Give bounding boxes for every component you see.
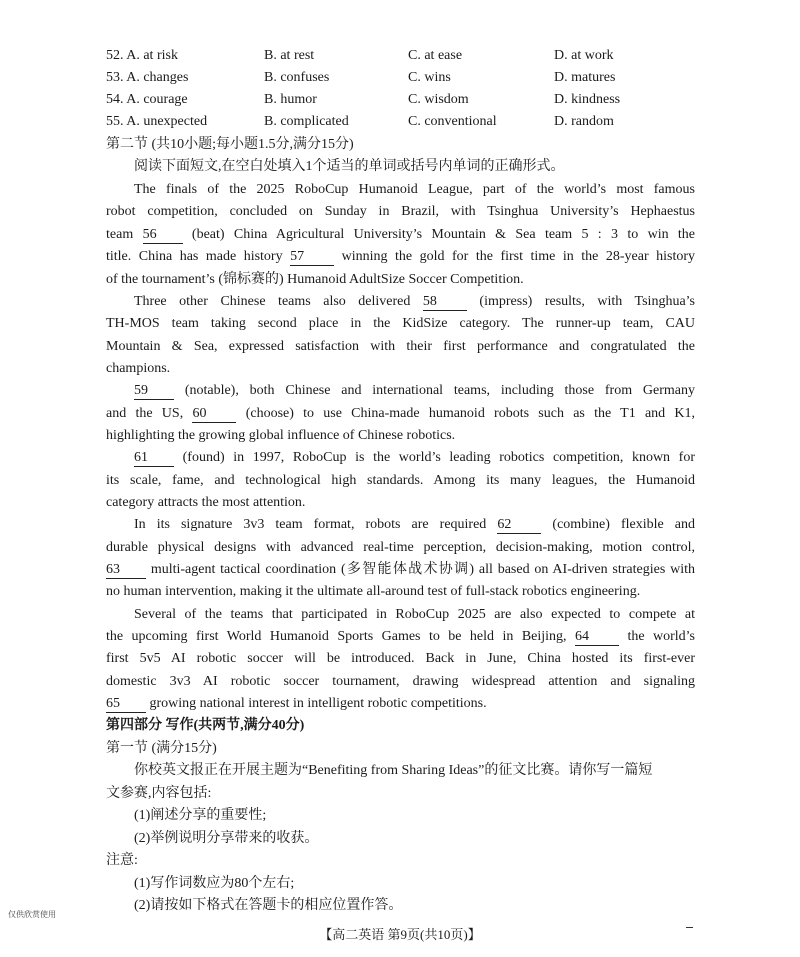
- answer-blank-63[interactable]: 63: [106, 562, 146, 579]
- option-a: 52. A. at risk: [106, 48, 178, 63]
- option-c: C. wins: [408, 70, 451, 85]
- writing-task: 文参赛,内容包括:: [106, 786, 212, 801]
- note-label: 注意:: [106, 853, 138, 868]
- answer-blank-57[interactable]: 57: [290, 249, 334, 266]
- option-a: 55. A. unexpected: [106, 114, 208, 129]
- passage-line: [106, 559, 695, 581]
- passage-line: highlighting the growing global influence of Chinese robotics.: [106, 428, 456, 443]
- passage-line: first 5v5 AI robotic soccer will be introduced. Back in June, China hosted its first-ever: [106, 651, 695, 666]
- note-point: (2)请按如下格式在答题卡的相应位置作答。: [134, 898, 403, 913]
- passage-line: TH-MOS team taking second place in the KidSize category. The runner-up team, CAU: [106, 316, 695, 331]
- passage-line: [106, 403, 695, 425]
- option-b: B. at rest: [264, 48, 315, 63]
- option-b: B. complicated: [264, 114, 349, 129]
- passage-line: [134, 447, 695, 469]
- text-fragment: (notable), both Chinese and international teams, including those from Germany: [184, 383, 695, 398]
- text-fragment: (found) in 1997, RoboCup is the world’s leading robotics competition, known for: [182, 450, 695, 465]
- option-c: C. wisdom: [408, 92, 469, 107]
- footer-mark: [686, 927, 693, 928]
- text-fragment: growing national interest in intelligent robotic competitions.: [149, 696, 487, 711]
- option-row-55: [106, 111, 726, 133]
- passage-line: no human intervention, making it the ultimate all-around test of full-stack robotics engineering.: [106, 584, 641, 599]
- answer-blank-65[interactable]: 65: [106, 696, 146, 713]
- section-heading: 第二节 (共10小题;每小题1.5分,满分15分): [106, 137, 354, 152]
- passage-line: [106, 246, 695, 268]
- option-b: B. humor: [264, 92, 317, 107]
- text-fragment: the upcoming first World Humanoid Sports Games to be held in Beijing,: [106, 629, 567, 644]
- text-fragment: and the US,: [106, 406, 184, 421]
- side-note: 仅供欣赏使用: [8, 910, 56, 919]
- option-a: 53. A. changes: [106, 70, 189, 85]
- text-fragment: the world’s: [627, 629, 696, 644]
- passage-line: Mountain & Sea, expressed satisfaction with their first performance and congratulated the: [106, 339, 695, 354]
- text-fragment: team: [106, 227, 134, 242]
- writing-task: 你校英文报正在开展主题为“Benefiting from Sharing Ideas”的征文比赛。请你写一篇短: [134, 763, 653, 778]
- passage-line: Several of the teams that participated in RoboCup 2025 are also expected to compete at: [134, 607, 695, 622]
- passage-line: The finals of the 2025 RoboCup Humanoid League, part of the world’s most famous: [134, 182, 695, 197]
- option-row-53: [106, 67, 726, 89]
- passage-line: [106, 224, 695, 246]
- text-fragment: (combine) flexible and: [552, 517, 695, 532]
- answer-blank-61[interactable]: 61: [134, 450, 174, 467]
- passage-line: [106, 626, 695, 648]
- passage-line: [134, 380, 695, 402]
- text-fragment: multi-agent tactical coordination (多智能体战术协调) all based on AI-driven strategies with: [150, 562, 695, 577]
- text-fragment: (choose) to use China-made humanoid robots such as the T1 and K1,: [245, 406, 696, 421]
- passage-line: robot competition, concluded on Sunday in Brazil, with Tsinghua University’s Hephaestus: [106, 204, 695, 219]
- option-row-54: [106, 89, 726, 111]
- option-d: D. matures: [554, 70, 616, 85]
- passage-line: durable physical designs with advanced real-time perception, decision-making, motion control,: [106, 540, 695, 555]
- page-footer: 【高二英语 第9页(共10页)】: [319, 927, 481, 942]
- text-fragment: (impress) results, with Tsinghua’s: [479, 294, 695, 309]
- section-heading: 第一节 (满分15分): [106, 741, 217, 756]
- text-fragment: title. China has made history: [106, 249, 283, 264]
- note-point: (1)写作词数应为80个左右;: [134, 876, 295, 891]
- passage-line: category attracts the most attention.: [106, 495, 306, 510]
- option-c: C. at ease: [408, 48, 463, 63]
- answer-blank-56[interactable]: 56: [143, 227, 183, 244]
- option-row-52: [106, 45, 726, 67]
- content-point: (2)举例说明分享带来的收获。: [134, 831, 319, 846]
- content-point: (1)阐述分享的重要性;: [134, 808, 267, 823]
- passage-line: domestic 3v3 AI robotic soccer tournament, drawing widespread attention and signaling: [106, 674, 695, 689]
- text-fragment: winning the gold for the first time in the 28-year history: [341, 249, 696, 264]
- passage-line: champions.: [106, 361, 171, 376]
- answer-blank-58[interactable]: 58: [423, 294, 467, 311]
- answer-blank-60[interactable]: 60: [192, 406, 236, 423]
- passage-line: of the tournament’s (锦标赛的) Humanoid AdultSize Soccer Competition.: [106, 272, 524, 287]
- passage-line: [134, 291, 695, 313]
- option-a: 54. A. courage: [106, 92, 188, 107]
- passage-line: its scale, fame, and technological high standards. Among its many leagues, the Humanoid: [106, 473, 695, 488]
- answer-blank-62[interactable]: 62: [497, 517, 541, 534]
- section-instruction: 阅读下面短文,在空白处填入1个适当的单词或括号内单词的正确形式。: [134, 159, 565, 174]
- option-b: B. confuses: [264, 70, 330, 85]
- part-heading: 第四部分 写作(共两节,满分40分): [106, 718, 305, 733]
- text-fragment: Three other Chinese teams also delivered: [134, 294, 411, 309]
- option-d: D. kindness: [554, 92, 621, 107]
- answer-blank-59[interactable]: 59: [134, 383, 174, 400]
- answer-blank-64[interactable]: 64: [575, 629, 619, 646]
- text-fragment: In its signature 3v3 team format, robots are required: [134, 517, 487, 532]
- option-c: C. conventional: [408, 114, 497, 129]
- text-fragment: (beat) China Agricultural University’s Mountain & Sea team 5 : 3 to win the: [191, 227, 696, 242]
- option-d: D. at work: [554, 48, 614, 63]
- passage-line: [106, 693, 695, 715]
- option-d: D. random: [554, 114, 614, 129]
- passage-line: [134, 514, 695, 536]
